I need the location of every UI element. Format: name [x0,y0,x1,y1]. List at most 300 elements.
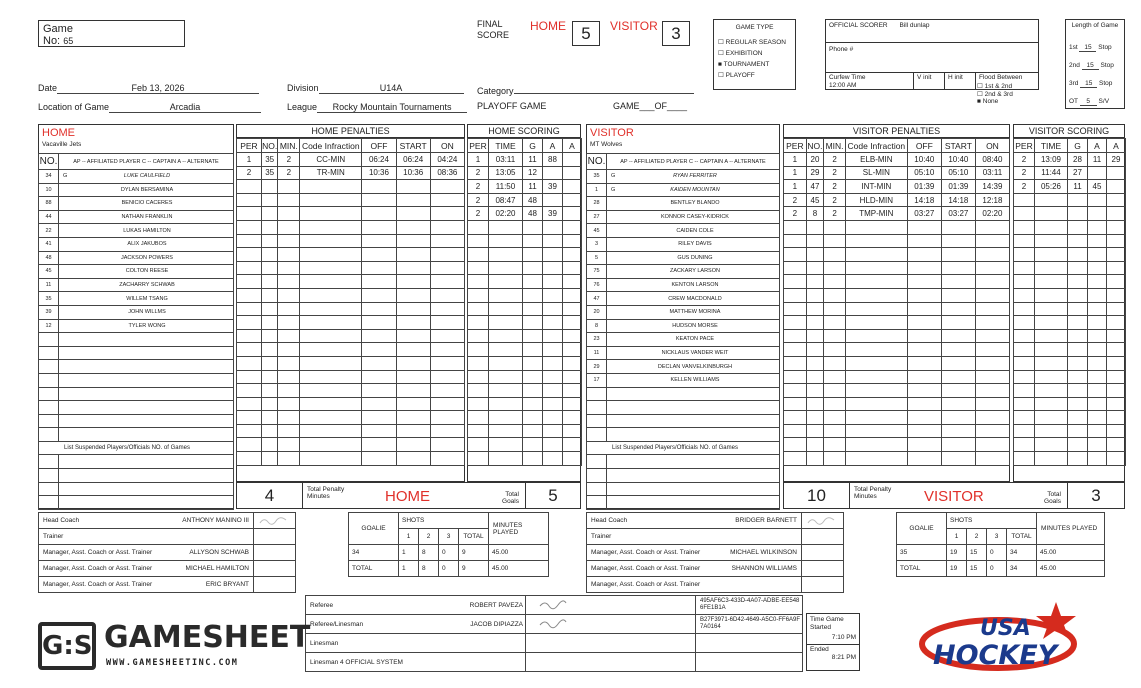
table-cell [824,370,846,384]
table-cell [237,343,262,357]
table-cell [523,288,543,302]
signature-cell[interactable] [802,545,844,561]
table-cell [563,384,582,398]
goalie-cell: 35 [897,545,947,561]
table-cell [430,220,464,234]
goalie-cell: 8 [419,561,439,577]
table-cell [300,438,362,452]
goalie-cell: 15 [967,545,987,561]
time-ended: 8:21 PM [831,654,856,661]
table-cell [300,397,362,411]
table-cell: 11 [523,153,543,167]
table-cell [975,397,1009,411]
shots-header: SHOTS [399,513,489,529]
table-cell [1014,234,1035,248]
roster-row [39,265,234,279]
roster-row [587,482,780,496]
visitor-score-label: VISITOR [610,19,658,33]
player-cell [59,237,234,251]
player-number: 29 [587,360,607,374]
table-cell: TR-MIN [300,166,362,180]
table-cell: 35 [261,153,278,167]
table-cell [845,356,907,370]
table-row [468,288,582,302]
table-cell [563,438,582,452]
staff-row [587,513,844,529]
table-cell [489,302,523,316]
phone-field[interactable]: Phone # [826,43,1038,73]
table-cell [489,370,523,384]
roster-row [587,278,780,292]
table-cell [1107,302,1126,316]
table-cell: 1 [468,153,489,167]
table-cell [362,248,396,262]
table-cell [523,397,543,411]
table-cell [1035,234,1068,248]
home-team-name: Vacaville Jets [42,141,82,148]
table-cell [1088,370,1107,384]
roster-row [39,346,234,360]
table-row [1014,316,1126,330]
table-cell [430,329,464,343]
table-cell [300,275,362,289]
table-cell [1107,234,1126,248]
official-row [306,653,803,672]
table-cell [543,452,563,466]
table-cell [1107,180,1126,194]
staff-row [587,545,844,561]
player-number [587,482,607,496]
table-cell [1068,438,1088,452]
signature-cell[interactable] [254,513,296,529]
table-cell [543,248,563,262]
goalie-header: GOALIE [897,513,947,545]
visitor-penalties-title: VISITOR PENALTIES [784,125,1009,138]
table-row [784,220,1010,234]
home-staff-table [38,512,296,593]
game-type-option[interactable]: ☐ REGULAR SEASON [718,39,786,46]
player-number: 45 [39,265,59,279]
table-cell [362,397,396,411]
table-cell [543,288,563,302]
table-cell: HLD-MIN [845,193,907,207]
table-cell [261,180,278,194]
table-cell [489,288,523,302]
time-started-label: Time Game Started [810,616,844,631]
table-cell [1088,343,1107,357]
table-cell [489,261,523,275]
table-row [237,343,465,357]
table-cell [845,234,907,248]
visitor-roster [586,124,780,509]
table-cell [1014,207,1035,221]
table-cell [563,193,582,207]
visitor-goalie-table [896,512,1105,577]
table-cell [907,411,941,425]
table-cell [824,248,846,262]
table-cell [824,288,846,302]
table-cell [237,275,262,289]
table-cell [1107,248,1126,262]
signature-cell[interactable] [254,561,296,577]
table-cell: 11:50 [489,180,523,194]
table-cell [468,356,489,370]
table-cell [278,329,300,343]
player-number [587,455,607,469]
roster-row [587,197,780,211]
table-cell [278,207,300,221]
roster-row [587,414,780,428]
staff-role: Head Coach [43,517,80,524]
period-header: 2 [419,529,439,545]
table-row [1014,153,1126,167]
table-cell: 10:36 [362,166,396,180]
table-cell [278,370,300,384]
table-cell [362,207,396,221]
roster-row [587,237,780,251]
player-cell [607,265,780,279]
table-cell [784,397,807,411]
column-header: OFF [907,139,941,153]
table-row [237,153,465,167]
table-cell: 27 [1068,166,1088,180]
table-row [468,329,582,343]
table-cell [1068,261,1088,275]
table-cell [1068,288,1088,302]
player-name: BENICIO CACERES [121,200,173,207]
table-row [237,220,465,234]
table-cell [523,438,543,452]
game-times-box [806,613,860,671]
table-cell [430,302,464,316]
official-id-cell: B27F3971-6D42-4649-A5C0-FF6A9F7A0164 [696,615,803,634]
table-cell [489,397,523,411]
table-cell [261,397,278,411]
table-cell [489,343,523,357]
table-cell [489,220,523,234]
column-header: G [1068,139,1088,153]
table-cell [237,329,262,343]
table-cell [806,424,824,438]
table-cell [1088,452,1107,466]
table-cell [300,384,362,398]
table-cell [543,193,563,207]
table-cell [278,248,300,262]
table-row [237,424,465,438]
table-cell: 2 [468,180,489,194]
table-cell [784,248,807,262]
table-cell [543,438,563,452]
visitor-penalties-table [783,138,1010,466]
table-cell [362,343,396,357]
table-cell [1014,261,1035,275]
table-row [237,180,465,194]
table-cell [563,411,582,425]
table-cell [261,370,278,384]
visitor-staff-table [586,512,844,593]
table-cell: INT-MIN [845,180,907,194]
table-cell [941,329,975,343]
table-cell [907,370,941,384]
table-cell: 2 [237,166,262,180]
table-cell [261,424,278,438]
table-row [468,261,582,275]
table-cell [1088,411,1107,425]
home-roster-table [38,153,234,510]
table-cell [278,411,300,425]
table-cell: 05:10 [941,166,975,180]
table-cell [543,370,563,384]
official-scorer-label: OFFICIAL SCORER [829,22,888,29]
table-cell [941,302,975,316]
roster-row [587,292,780,306]
league-field: League Rocky Mountain Tournaments [287,101,467,113]
table-cell [824,424,846,438]
total-goals-label: Total Goals [1044,491,1061,505]
roster-row [587,319,780,333]
period-header: TOTAL [459,529,489,545]
staff-role: Trainer [591,533,612,540]
player-number: 23 [587,333,607,347]
official-name: JACOB DIPIAZZA [470,620,523,628]
table-cell [1088,329,1107,343]
table-cell [300,356,362,370]
suspended-label: List Suspended Players/Officials NO. of Games [39,441,234,455]
home-total-goals: 5 [525,483,580,508]
player-cell [607,482,780,496]
table-cell [362,356,396,370]
player-cell [59,183,234,197]
table-cell [396,316,430,330]
table-cell [1088,288,1107,302]
home-penalties [236,124,465,482]
table-cell: 39 [543,180,563,194]
player-name: RYAN FERRITER [673,173,717,180]
table-cell [1088,248,1107,262]
table-cell [396,397,430,411]
table-cell [975,248,1009,262]
flood-option[interactable]: ☐ 2nd & 3rd [977,90,1013,98]
table-cell [975,261,1009,275]
home-goalie-table [348,512,549,577]
table-cell [468,302,489,316]
table-row [468,411,582,425]
home-scoring [467,124,581,482]
hockey-text: HOCKEY [933,640,1058,671]
table-row [237,248,465,262]
signature-cell[interactable] [802,561,844,577]
table-cell [941,316,975,330]
table-cell [784,438,807,452]
table-cell: 12 [523,166,543,180]
player-position: G [63,173,68,180]
table-cell [396,329,430,343]
table-row [468,316,582,330]
staff-role: Manager, Asst. Coach or Asst. Trainer [43,581,153,588]
signature-cell[interactable] [526,634,696,653]
table-row [237,370,465,384]
home-bottom-title: HOME [385,488,430,505]
table-cell [278,302,300,316]
table-cell [278,384,300,398]
table-cell [278,356,300,370]
player-name: NATHAN FRANKLIN [121,214,173,221]
time-started: 7:10 PM [831,634,856,641]
visitor-scoring [1013,124,1125,482]
table-cell [523,343,543,357]
table-cell [261,356,278,370]
table-row [237,316,465,330]
table-cell [806,288,824,302]
table-cell [237,370,262,384]
table-cell: 2 [278,166,300,180]
table-cell [845,329,907,343]
roster-header: AP -- AFFILIATED PLAYER C -- CAPTAIN A -- ALTERNATE [59,154,234,170]
table-cell [300,329,362,343]
player-name: COLTON REESE [125,268,169,275]
table-cell [278,261,300,275]
table-cell [941,370,975,384]
goalie-cell: 9 [459,545,489,561]
signature-icon [538,619,568,629]
flood-option[interactable]: ■ None [977,98,999,105]
player-number [39,387,59,401]
roster-row [39,224,234,238]
staff-role: Manager, Asst. Coach or Asst. Trainer [43,565,153,572]
table-cell [975,316,1009,330]
table-cell [523,356,543,370]
player-number: 41 [39,237,59,251]
column-header: A [543,139,563,153]
table-cell: 2 [784,193,807,207]
roster-header: AP -- AFFILIATED PLAYER C -- CAPTAIN A -- ALTERNATE [607,154,780,170]
column-header: PER [784,139,807,153]
table-row [784,424,1010,438]
official-cell [306,596,526,615]
table-cell [1068,329,1088,343]
table-cell [468,288,489,302]
table-row [468,153,582,167]
signature-cell[interactable] [802,577,844,593]
table-cell [1035,193,1068,207]
game-type-option[interactable]: ☐ EXHIBITION [718,50,763,57]
table-cell [1107,193,1126,207]
player-number [587,428,607,442]
staff-role: Trainer [43,533,64,540]
table-cell [237,384,262,398]
table-cell [1088,384,1107,398]
table-cell: 47 [806,180,824,194]
game-type-option[interactable]: ■ TOURNAMENT [718,61,770,68]
table-cell [430,180,464,194]
signature-cell[interactable] [802,513,844,529]
table-cell [237,193,262,207]
player-name: JACKSON POWERS [121,254,173,261]
table-cell [489,438,523,452]
player-cell [607,278,780,292]
table-cell [784,316,807,330]
table-row [1014,411,1126,425]
table-cell [907,288,941,302]
flood-option[interactable]: ☐ 1st & 2nd [977,83,1013,90]
table-cell [975,424,1009,438]
staff-row [39,561,296,577]
visitor-totals [783,482,1125,509]
table-cell [489,356,523,370]
player-cell [59,210,234,224]
signature-cell[interactable] [526,615,696,634]
signature-cell[interactable] [254,577,296,593]
roster-row [39,292,234,306]
player-name: MATTHEW MORINA [669,309,721,316]
table-cell [543,397,563,411]
signature-cell[interactable] [254,529,296,545]
table-cell [468,343,489,357]
table-cell [1107,384,1126,398]
table-row [1014,356,1126,370]
signature-cell[interactable] [526,596,696,615]
player-number: 35 [39,292,59,306]
table-cell: 1 [784,166,807,180]
table-cell: 05:10 [907,166,941,180]
table-cell [489,316,523,330]
player-number [39,373,59,387]
period-header: 2 [967,529,987,545]
staff-row [39,545,296,561]
home-scoring-title: HOME SCORING [468,125,580,138]
table-cell [468,234,489,248]
table-cell [563,397,582,411]
player-cell [607,183,780,197]
game-type-option[interactable]: ☐ PLAYOFF [718,72,755,79]
table-row [784,207,1010,221]
column-header: MIN. [825,140,844,151]
table-cell [975,329,1009,343]
table-cell [845,370,907,384]
table-cell [278,452,300,466]
table-cell [1014,220,1035,234]
table-cell [1014,343,1035,357]
table-cell [300,234,362,248]
table-cell [1107,411,1126,425]
player-cell [59,170,234,184]
table-cell [300,207,362,221]
table-cell [362,452,396,466]
no-header: NO. [587,154,607,170]
table-row [1014,343,1126,357]
table-cell [941,234,975,248]
table-row [784,180,1010,194]
staff-cell [39,561,254,577]
table-cell [362,370,396,384]
table-cell [300,411,362,425]
table-cell [237,220,262,234]
table-row [1014,220,1126,234]
signature-cell[interactable] [254,545,296,561]
table-row [1014,302,1126,316]
table-cell: 2 [824,166,846,180]
signature-cell[interactable] [526,653,696,672]
table-cell [845,452,907,466]
table-cell [1035,261,1068,275]
table-cell [468,220,489,234]
table-cell [468,452,489,466]
signature-cell[interactable] [802,529,844,545]
roster-row [587,305,780,319]
table-cell [237,261,262,275]
player-position: G [611,186,616,193]
table-cell [1107,370,1126,384]
